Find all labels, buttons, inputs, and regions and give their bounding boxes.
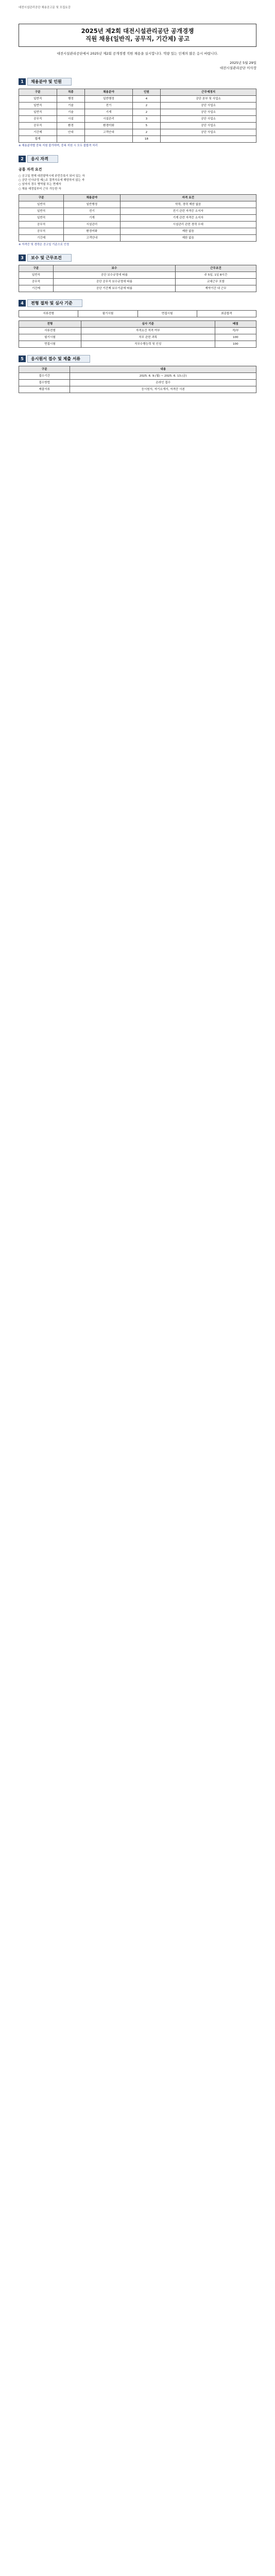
header-cell: 구분 bbox=[19, 194, 64, 201]
table-cell: 온라인 접수 bbox=[70, 379, 256, 386]
table-cell: 전기 bbox=[85, 103, 132, 109]
pay-table bbox=[19, 265, 256, 292]
header-cell: 구분 bbox=[19, 265, 54, 272]
table-cell: 일반행정 bbox=[85, 96, 132, 103]
table-row bbox=[19, 129, 256, 136]
recruit-table bbox=[19, 89, 256, 143]
table-row bbox=[19, 234, 256, 241]
table-cell: 고객안내 bbox=[85, 129, 132, 136]
table-cell: 2 bbox=[132, 103, 161, 109]
header-cell: 구분 bbox=[19, 89, 57, 96]
table-cell: 100 bbox=[215, 341, 256, 347]
header-cell: 근무예정지 bbox=[161, 89, 256, 96]
table-cell: 학력, 경력 제한 없음 bbox=[120, 201, 256, 208]
table-cell: 공단 사업소 bbox=[161, 129, 256, 136]
document-page bbox=[0, 0, 275, 393]
table-row bbox=[19, 123, 256, 129]
table-cell: 접수기간 bbox=[19, 372, 70, 379]
table-cell: 응시원서, 자기소개서, 자격증 사본 bbox=[70, 386, 256, 393]
process-steps-row bbox=[19, 310, 256, 317]
table-row bbox=[19, 208, 256, 214]
section-number: 5 bbox=[19, 355, 26, 362]
table-row bbox=[19, 228, 256, 234]
table-header-row bbox=[19, 366, 256, 372]
announce-date: 2025년 5월 29일 bbox=[230, 61, 256, 65]
table-header-row bbox=[19, 89, 256, 96]
table-cell: 공무직 bbox=[19, 123, 57, 129]
intro-text: 대전시설관리공단에서 2025년 제2회 공개경쟁 직원 채용을 실시합니다. 역량 있는 인재의 많은 응시 바랍니다. bbox=[57, 52, 218, 56]
table-cell: 계약기간 내 근무 bbox=[175, 285, 256, 292]
section-number: 4 bbox=[19, 300, 26, 307]
announce-org: 대전시설관리공단 이사장 bbox=[219, 66, 256, 70]
table-row bbox=[19, 201, 256, 208]
table-cell: 공단 사업소 bbox=[161, 109, 256, 116]
table-cell bbox=[161, 136, 256, 143]
table-cell: 환경미화 bbox=[64, 228, 120, 234]
table-cell: 필기시험 bbox=[19, 334, 81, 341]
eligibility-line: ○ 공단 인사규정 제○조 결격사유에 해당하지 않는 자 bbox=[19, 179, 85, 182]
table-cell: 공단 기간제 보수기준에 따름 bbox=[53, 285, 175, 292]
table-cell: 2 bbox=[132, 109, 161, 116]
process-steps-table bbox=[19, 310, 256, 317]
table-cell: 2 bbox=[132, 129, 161, 136]
table-row bbox=[19, 103, 256, 109]
table-cell: 자격요건 적격 여부 bbox=[81, 327, 215, 334]
submission-table-body bbox=[19, 372, 256, 393]
eligibility-note: ※ 자격증 및 경력은 공고일 기준으로 인정 bbox=[19, 243, 70, 246]
table-cell: 일반직 bbox=[19, 208, 64, 214]
top-note: 대전시설관리공단 채용공고문 및 모집요강 bbox=[19, 6, 71, 9]
section-title: 응시 자격 bbox=[27, 155, 58, 163]
table-cell: 3 bbox=[132, 116, 161, 123]
table-cell: 일반직 bbox=[19, 201, 64, 208]
table-cell: 적/부 bbox=[215, 327, 256, 334]
section-title: 응시원서 접수 및 제출 서류 bbox=[27, 355, 90, 363]
section-number: 3 bbox=[19, 255, 26, 261]
table-cell: 4 bbox=[132, 96, 161, 103]
table-cell: 기간제 bbox=[19, 129, 57, 136]
table-row bbox=[19, 109, 256, 116]
table-row bbox=[19, 285, 256, 292]
header-cell: 구분 bbox=[19, 366, 70, 372]
table-cell: 일반직 bbox=[19, 214, 64, 221]
table-cell: 시설관리 bbox=[85, 116, 132, 123]
header-cell: 심사 기준 bbox=[81, 320, 215, 327]
table-cell: 공무직 bbox=[19, 221, 64, 228]
process-table-body bbox=[19, 327, 256, 347]
table-cell: 공단 보수규정에 따름 bbox=[53, 272, 175, 278]
eligibility-line: ○ 남자의 경우 병역필 또는 면제자 bbox=[19, 183, 61, 187]
section-1-heading bbox=[19, 78, 256, 86]
common-eligibility-list bbox=[19, 174, 256, 191]
table-row bbox=[19, 327, 256, 334]
table-cell: 접수방법 bbox=[19, 379, 70, 386]
section-title: 보수 및 근무조건 bbox=[27, 254, 72, 262]
table-cell: 직무수행능력 및 인성 bbox=[81, 341, 215, 347]
section-3-heading bbox=[19, 254, 256, 262]
table-cell: 제한 없음 bbox=[120, 228, 256, 234]
header-cell: 배점 bbox=[215, 320, 256, 327]
table-cell: 100 bbox=[215, 334, 256, 341]
recruit-note: ※ 채용분야별 중복 지원 불가하며, 중복 지원 시 모두 불합격 처리 bbox=[19, 144, 98, 147]
table-cell: 고객안내 bbox=[64, 234, 120, 241]
process-step: 면접시험 bbox=[138, 310, 197, 317]
process-step: 최종합격 bbox=[197, 310, 256, 317]
table-cell: 기술 bbox=[57, 109, 85, 116]
submission-table bbox=[19, 366, 256, 393]
table-row bbox=[19, 341, 256, 347]
header-cell: 전형 bbox=[19, 320, 81, 327]
table-cell: 시설관리 bbox=[64, 221, 120, 228]
table-cell: 주 5일, 1일 8시간 bbox=[175, 272, 256, 278]
table-cell: 공단 사업소 bbox=[161, 103, 256, 109]
header-cell: 근무조건 bbox=[175, 265, 256, 272]
table-cell: 제한 없음 bbox=[120, 234, 256, 241]
table-cell: 시설관리 관련 경력 우대 bbox=[120, 221, 256, 228]
table-cell: 제출서류 bbox=[19, 386, 70, 393]
table-cell bbox=[85, 136, 132, 143]
table-cell: 공단 사업소 bbox=[161, 123, 256, 129]
table-cell: 시설 bbox=[57, 116, 85, 123]
table-cell: 5 bbox=[132, 123, 161, 129]
process-step: 필기시험 bbox=[78, 310, 138, 317]
table-cell: 일반직 bbox=[19, 103, 57, 109]
header-cell: 채용분야 bbox=[85, 89, 132, 96]
date-block bbox=[19, 60, 256, 71]
section-number: 1 bbox=[19, 78, 26, 85]
table-cell: 일반직 bbox=[19, 109, 57, 116]
section-title: 전형 절차 및 심사 기준 bbox=[27, 299, 82, 307]
table-cell: 일반행정 bbox=[64, 201, 120, 208]
section-number: 2 bbox=[19, 156, 26, 162]
table-cell: 공무직 bbox=[19, 116, 57, 123]
table-cell: 환경 bbox=[57, 123, 85, 129]
table-cell: 기계 bbox=[85, 109, 132, 116]
table-cell: 기술 bbox=[57, 103, 85, 109]
table-row bbox=[19, 96, 256, 103]
title-line-2: 직원 채용(일반직, 공무직, 기간제) 공고 bbox=[85, 35, 190, 42]
table-cell: 기계 bbox=[64, 214, 120, 221]
table-cell: 공단 본부 및 사업소 bbox=[161, 96, 256, 103]
table-cell: 일반직 bbox=[19, 96, 57, 103]
table-cell: 합계 bbox=[19, 136, 57, 143]
common-eligibility-heading: 공통 자격 요건 bbox=[19, 167, 42, 172]
table-cell: 공무직 bbox=[19, 228, 64, 234]
table-cell bbox=[57, 136, 85, 143]
title-line-1: 2025년 제2회 대전시설관리공단 공개경쟁 bbox=[81, 27, 194, 35]
table-row bbox=[19, 372, 256, 379]
process-step: 서류전형 bbox=[19, 310, 78, 317]
process-table bbox=[19, 320, 256, 348]
table-cell: 공단 사업소 bbox=[161, 116, 256, 123]
title-box bbox=[19, 24, 256, 47]
table-cell: 전기 관련 자격증 소지자 bbox=[120, 208, 256, 214]
table-cell: 환경미화 bbox=[85, 123, 132, 129]
section-2-heading bbox=[19, 155, 256, 163]
table-cell: 공단 공무직 보수규정에 따름 bbox=[53, 278, 175, 285]
eligibility-table-body bbox=[19, 201, 256, 241]
table-cell: 교대근무 포함 bbox=[175, 278, 256, 285]
header-cell: 보수 bbox=[53, 265, 175, 272]
table-header-row bbox=[19, 320, 256, 327]
header-cell: 직종 bbox=[57, 89, 85, 96]
table-cell: 일반직 bbox=[19, 272, 54, 278]
table-cell: 직무 관련 과목 bbox=[81, 334, 215, 341]
section-5-heading bbox=[19, 355, 256, 363]
header-cell: 내용 bbox=[70, 366, 256, 372]
table-cell: 18 bbox=[132, 136, 161, 143]
header-cell: 채용분야 bbox=[64, 194, 120, 201]
table-row bbox=[19, 272, 256, 278]
header-cell: 인원 bbox=[132, 89, 161, 96]
table-row bbox=[19, 379, 256, 386]
pay-table-body bbox=[19, 272, 256, 292]
eligibility-line: ○ 공고일 현재 대전광역시에 주민등록이 되어 있는 자 bbox=[19, 175, 85, 178]
table-row bbox=[19, 278, 256, 285]
table-cell: 안내 bbox=[57, 129, 85, 136]
section-title: 채용분야 및 인원 bbox=[27, 78, 72, 86]
table-cell: 기간제 bbox=[19, 285, 54, 292]
header-cell: 자격 요건 bbox=[120, 194, 256, 201]
table-row bbox=[19, 386, 256, 393]
table-cell: 기계 관련 자격증 소지자 bbox=[120, 214, 256, 221]
table-row bbox=[19, 214, 256, 221]
eligibility-line: ○ 채용 예정일부터 근무 가능한 자 bbox=[19, 187, 61, 191]
table-header-row bbox=[19, 194, 256, 201]
table-cell: 행정 bbox=[57, 96, 85, 103]
recruit-table-body bbox=[19, 96, 256, 143]
eligibility-table bbox=[19, 194, 256, 242]
section-4-heading bbox=[19, 299, 256, 307]
table-row bbox=[19, 116, 256, 123]
table-row bbox=[19, 136, 256, 143]
table-header-row bbox=[19, 265, 256, 272]
table-cell: 2025. 6. 9.(월) ~ 2025. 6. 13.(금) bbox=[70, 372, 256, 379]
table-cell: 면접시험 bbox=[19, 341, 81, 347]
table-cell: 전기 bbox=[64, 208, 120, 214]
table-row bbox=[19, 334, 256, 341]
table-cell: 공무직 bbox=[19, 278, 54, 285]
table-cell: 서류전형 bbox=[19, 327, 81, 334]
table-cell: 기간제 bbox=[19, 234, 64, 241]
table-row bbox=[19, 221, 256, 228]
